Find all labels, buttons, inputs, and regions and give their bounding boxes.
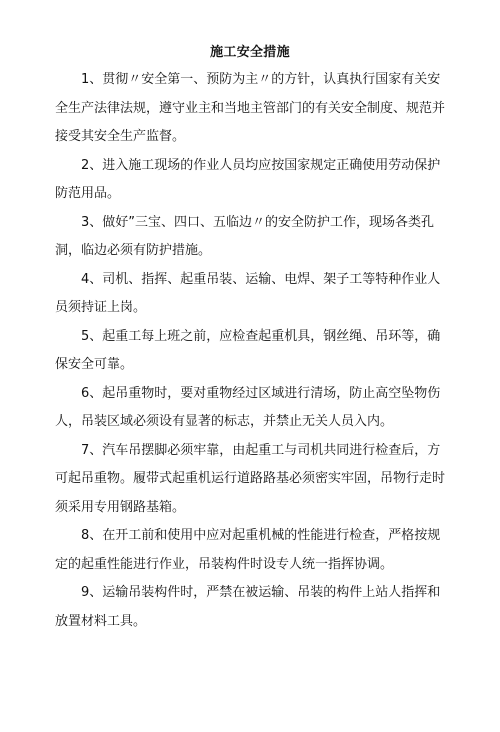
paragraph-3: 3、做好”三宝、四口、五临边〃的安全防护工作，现场各类孔 洞，临边必须有防护措施。	[55, 214, 435, 258]
paragraph-5: 5、起重工每上班之前，应检查起重机具，钢丝绳、吊环等，确 保安全可靠。	[55, 328, 441, 372]
paragraph-1: 1、贯彻〃安全第一、预防为主〃的方针，认真执行国家有关安 全生产法律法规，遵守业主和当地主管部门的有关安全制度、规范并 接受其安全生产监督。	[55, 72, 446, 144]
page-title: 施工安全措施	[210, 45, 290, 60]
paragraph-6: 6、起吊重物时，要对重物经过区域进行清场，防止高空坠物伤 人，吊装区域必须设有显著的标志，并禁止无关人员入内。	[55, 385, 441, 429]
paragraph-7: 7、汽车吊摆脚必须牢靠，由起重工与司机共同进行检查后，方 可起吊重物。履带式起重机运行道路路基必须密实牢固，吊物行走时 须采用专用钢路基箱。	[55, 442, 446, 515]
paragraph-2: 2、进入施工现场的作业人员均应按国家规定正确使用劳动保护 防范用品。	[55, 157, 441, 201]
document-body	[55, 66, 450, 636]
paragraph-4: 4、司机、指挥、起重吊装、运输、电焊、架子工等特种作业人 员须持证上岗。	[55, 271, 441, 315]
paragraph-9: 9、运输吊装构件时，严禁在被运输、吊装的构件上站人指挥和 放置材料工具。	[55, 585, 441, 629]
paragraph-8: 8、在开工前和使用中应对起重机械的性能进行检查，严格按规 定的起重性能进行作业，吊装构件时设专人统一指挥协调。	[55, 528, 441, 572]
